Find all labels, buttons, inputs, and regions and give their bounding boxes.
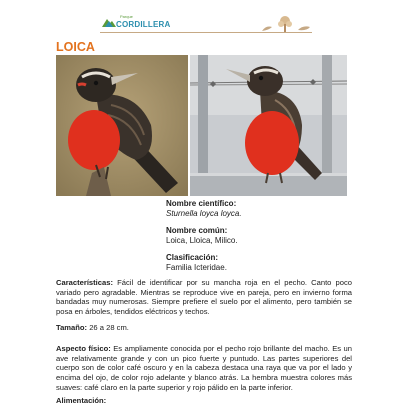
logo-small-text: Parque: [120, 14, 133, 19]
mountain-icon: [102, 17, 116, 27]
features-label: Características:: [56, 278, 113, 287]
bird-photo-right: [190, 55, 347, 196]
feeding-paragraph-partial: [56, 396, 352, 406]
page-header: [0, 0, 400, 40]
bird-photo-left: [56, 55, 188, 196]
size-label: Tamaño:: [56, 323, 88, 332]
page-title: LOICA: [56, 40, 95, 54]
aspect-text: Es ampliamente conocida por el pecho rojo brillante del macho. Es un ave relativamente grande y con un pico fuerte y puntudo. Las partes superiores del cuerpo son de color café oscuro y en la cabeza destaca una raya que va por el lado y encima del ojo, de color rojo adelante y blanco atrás. La hembra muestra colores más suaves: café claro en la parte superior y rojo pálido en la parte inferior.: [56, 344, 352, 392]
common-name-value: Loica, Lloica, Milico.: [166, 235, 238, 245]
classification-label: Clasificación:: [166, 253, 219, 262]
size-paragraph: [56, 323, 352, 333]
aspect-label: Aspecto físico:: [56, 344, 111, 353]
park-logo: [102, 14, 171, 34]
species-info: [166, 199, 366, 272]
feeding-label: Alimentación:: [56, 396, 107, 405]
size-text: 26 a 28 cm.: [87, 323, 129, 332]
classification-value: Familia Icteridae.: [166, 262, 227, 272]
scientific-name-value: Sturnella loyca loyca.: [166, 208, 242, 218]
logo-main-text: CORDILLERA: [116, 20, 171, 29]
common-name-label: Nombre común:: [166, 226, 228, 235]
features-paragraph: [56, 278, 352, 317]
scientific-name-label: Nombre científico:: [166, 199, 237, 208]
tree-bird-icon: [258, 13, 314, 33]
aspect-paragraph: [56, 344, 352, 393]
features-text: Fácil de identificar por su mancha roja en el pecho. Canto poco variado pero agradable. Mientras se reproduce vive en pareja, pero en invierno forma bandadas muy numerosas. Siempre prefiere el suelo por el alimento, pero también se posa en árboles, tendidos eléctricos y techos.: [56, 278, 352, 317]
